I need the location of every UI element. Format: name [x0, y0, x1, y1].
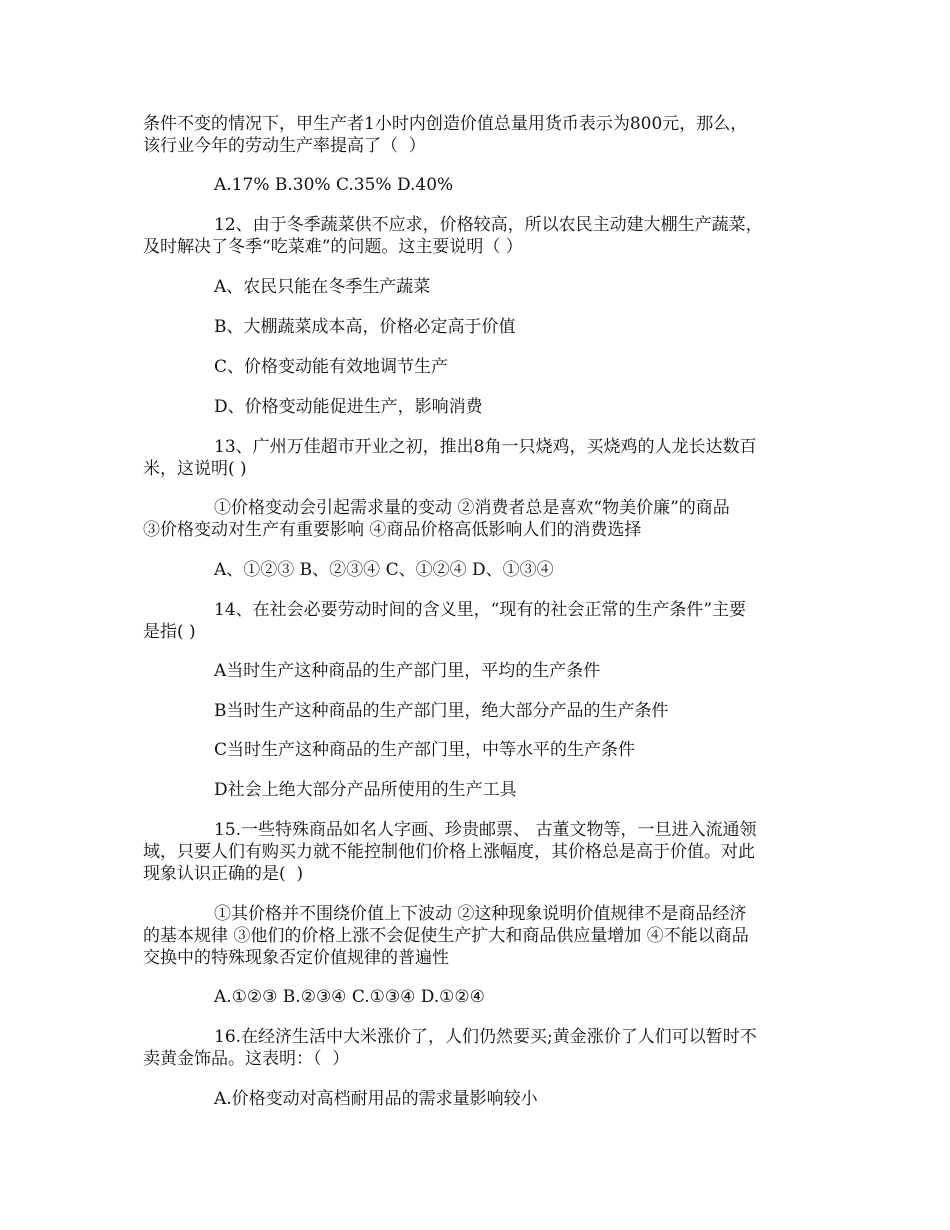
- q16-stem-line-1: 16.在经济生活中大米涨价了，人们仍然要买;黄金涨价了人们可以暂时不: [214, 1027, 757, 1047]
- q12-option-b: B、大棚蔬菜成本高，价格必定高于价值: [214, 317, 516, 337]
- q14-option-a: A当时生产这种商品的生产部门里，平均的生产条件: [214, 661, 601, 681]
- q16-option-a: A.价格变动对高档耐用品的需求量影响较小: [214, 1089, 538, 1109]
- q15-statements-line-2: 的基本规律 ③他们的价格上涨不会促使生产扩大和商品供应量增加 ④不能以商品: [143, 926, 749, 946]
- q15-stem-line-2: 域，只要人们有购买力就不能控制他们价格上涨幅度，其价格总是高于价值。对此: [143, 842, 755, 862]
- q12-stem-line-2: 及时解决了冬季“吃菜难”的问题。这主要说明（ ）: [143, 237, 523, 257]
- q13-statements-line-2: ③价格变动对生产有重要影响 ④商品价格高低影响人们的消费选择: [143, 520, 642, 540]
- q15-stem-line-1: 15.一些特殊商品如名人字画、珍贵邮票、 古董文物等，一旦进入流通领: [214, 820, 757, 840]
- q13-stem-line-2: 米，这说明( ): [143, 459, 247, 479]
- q12-option-d: D、价格变动能促进生产，影响消费: [214, 397, 483, 417]
- q11-stem-line-2: 该行业今年的劳动生产率提高了（ ）: [143, 136, 426, 156]
- q14-option-b: B当时生产这种商品的生产部门里，绝大部分产品的生产条件: [214, 701, 669, 721]
- q16-stem-line-2: 卖黄金饰品。这表明：（ ）: [143, 1049, 350, 1069]
- q15-stem-line-3: 现象认识正确的是( ): [143, 864, 304, 884]
- q13-options: A、①②③ B、②③④ C、①②④ D、①③④: [214, 560, 554, 580]
- q15-statements-line-3: 交换中的特殊现象否定价值规律的普遍性: [143, 948, 449, 968]
- q12-stem-line-1: 12、由于冬季蔬菜供不应求，价格较高，所以农民主动建大棚生产蔬菜，: [214, 215, 763, 235]
- q15-statements-line-1: ①其价格并不围绕价值上下波动 ②这种现象说明价值规律不是商品经济: [214, 904, 747, 924]
- q12-option-a: A、农民只能在冬季生产蔬菜: [214, 277, 431, 297]
- q14-option-c: C当时生产这种商品的生产部门里，中等水平的生产条件: [214, 740, 636, 760]
- q11-options: A.17% B.30% C.35% D.40%: [214, 175, 454, 195]
- q14-stem-line-2: 是指( ): [143, 622, 196, 642]
- q11-stem-line-1: 条件不变的情况下，甲生产者1小时内创造价值总量用货币表示为800元，那么，: [143, 114, 748, 134]
- q15-options: A.①②③ B.②③④ C.①③④ D.①②④: [214, 987, 485, 1007]
- q13-statements-line-1: ①价格变动会引起需求量的变动 ②消费者总是喜欢“物美价廉”的商品: [214, 498, 730, 518]
- q14-option-d: D社会上绝大部分产品所使用的生产工具: [214, 780, 517, 800]
- q13-stem-line-1: 13、广州万佳超市开业之初，推出8角一只烧鸡，买烧鸡的人龙长达数百: [214, 437, 757, 457]
- q12-option-c: C、价格变动能有效地调节生产: [214, 357, 449, 377]
- q14-stem-line-1: 14、在社会必要劳动时间的含义里，“现有的社会正常的生产条件”主要: [214, 600, 747, 620]
